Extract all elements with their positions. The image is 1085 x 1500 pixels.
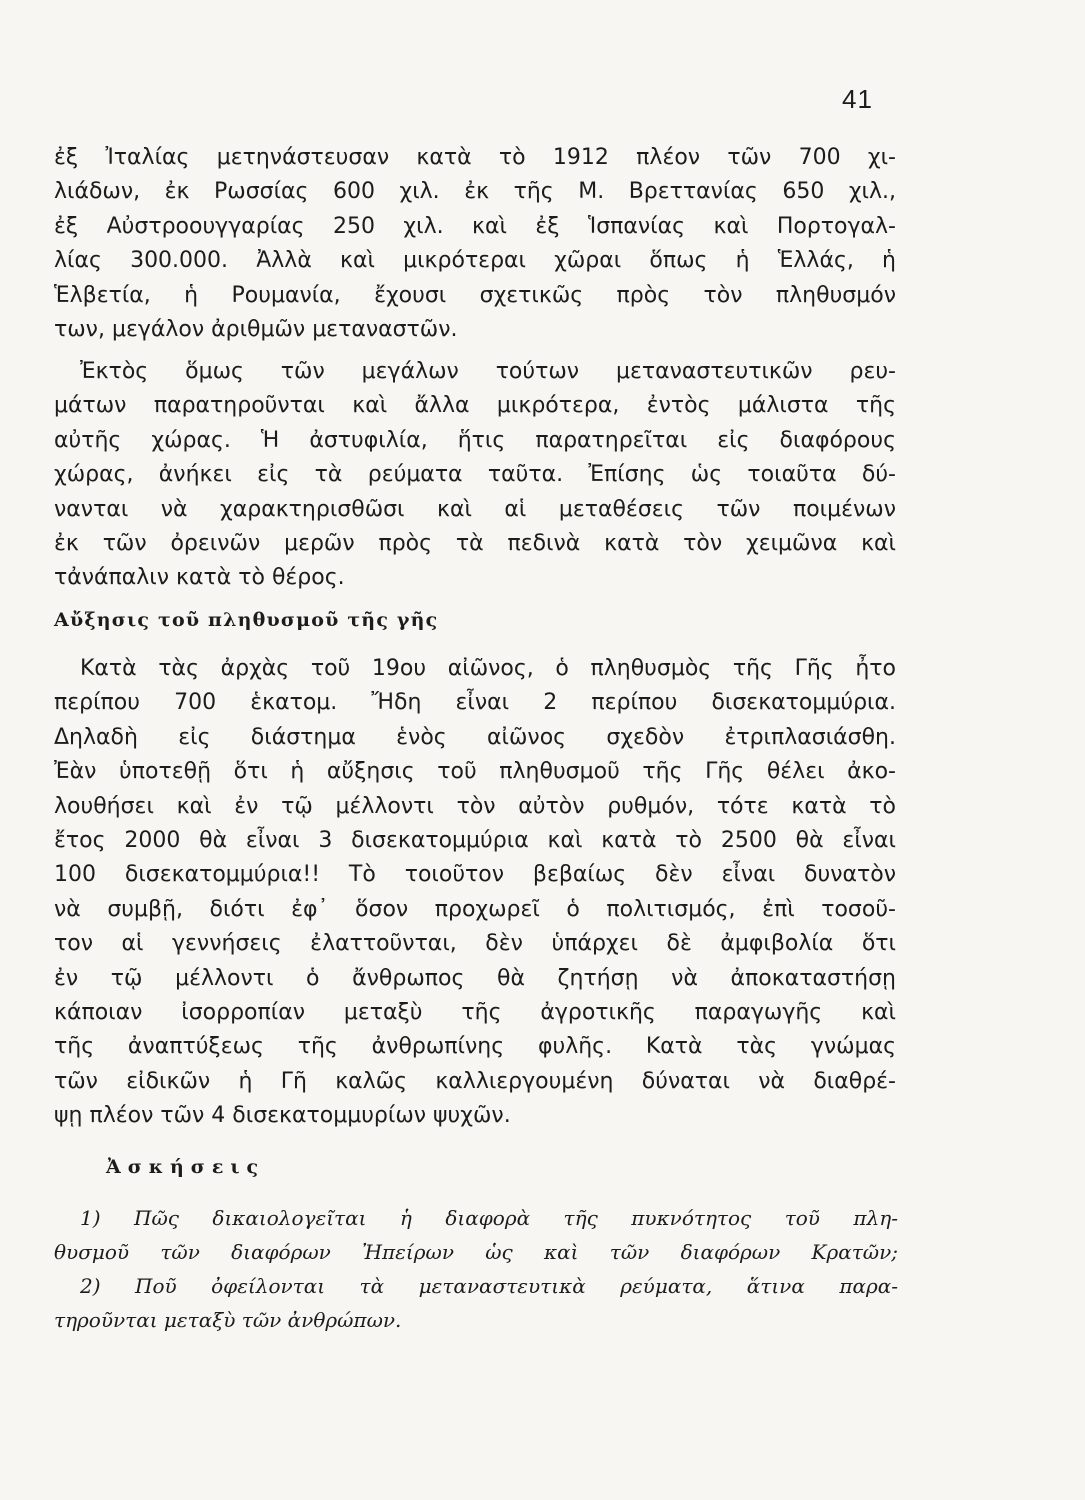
text-line: ψῃ πλέον τῶν 4 δισεκατομμυρίων ψυχῶν. xyxy=(54,1103,511,1129)
text-line: Ἐὰν ὑποτεθῇ ὅτι ἡ αὔξησις τοῦ πληθυσμοῦ τῆς Γῆς θέλει ἀκο- xyxy=(54,759,896,785)
paragraph-emigration-numbers xyxy=(54,141,896,347)
paragraph-internal-migration xyxy=(54,355,896,596)
text-line: τον αἱ γεννήσεις ἐλαττοῦνται, δὲν ὑπάρχει δὲ ἀμφιβολία ὅτι xyxy=(54,931,896,957)
exercise-line: 1) Πῶς δικαιολογεῖται ἡ διαφορὰ τῆς πυκνότητος τοῦ πλη- xyxy=(80,1206,898,1230)
text-line: Δηλαδὴ εἰς διάστημα ἑνὸς αἰῶνος σχεδὸν ἐτριπλασιάσθη. xyxy=(54,724,896,750)
text-line: Κατὰ τὰς ἀρχὰς τοῦ 19ου αἰῶνος, ὁ πληθυσμὸς τῆς Γῆς ἦτο xyxy=(80,656,896,681)
text-line: ἐξ Αὐστροουγγαρίας 250 χιλ. καὶ ἐξ Ἱσπανίας καὶ Πορτογαλ- xyxy=(54,213,896,239)
text-line: λουθήσει καὶ ἐν τῷ μέλλοντι τὸν αὐτὸν ρυθμόν, τότε κατὰ τὸ xyxy=(54,793,896,819)
text-line: ἐξ Ἰταλίας μετηνάστευσαν κατὰ τὸ 1912 πλέον τῶν 700 χι- xyxy=(54,145,896,170)
text-line: περίπου 700 ἑκατομ. Ἤδη εἶναι 2 περίπου δισεκατομμύρια. xyxy=(54,690,896,716)
text-line: ἔτος 2000 θὰ εἶναι 3 δισεκατομμύρια καὶ κατὰ τὸ 2500 θὰ εἶναι xyxy=(54,827,896,853)
text-line: λιάδων, ἐκ Ρωσσίας 600 χιλ. ἐκ τῆς Μ. Βρεττανίας 650 χιλ., xyxy=(54,179,896,205)
exercise-line: τηροῦνται μεταξὺ τῶν ἀνθρώπων. xyxy=(54,1308,402,1332)
paragraph-population-growth xyxy=(54,652,896,1133)
text-line: ἐκ τῶν ὀρεινῶν μερῶν πρὸς τὰ πεδινὰ κατὰ τὸν χειμῶνα καὶ xyxy=(54,530,896,556)
text-line: των, μεγάλον ἀριθμῶν μεταναστῶν. xyxy=(54,316,458,342)
text-line: μάτων παρατηροῦνται καὶ ἄλλα μικρότερα, ἐντὸς μάλιστα τῆς xyxy=(54,393,896,419)
text-line: αὐτῆς χώρας. Ἡ ἀστυφιλία, ἥτις παρατηρεῖται εἰς διαφόρους xyxy=(54,427,896,453)
text-line: τῶν εἰδικῶν ἡ Γῆ καλῶς καλλιεργουμένη δύναται νὰ διαθρέ- xyxy=(54,1068,896,1094)
text-line: Ἑλβετία, ἡ Ρουμανία, ἔχουσι σχετικῶς πρὸς τὸν πληθυσμόν xyxy=(54,282,896,308)
text-line: νανται νὰ χαρακτηρισθῶσι καὶ αἱ μεταθέσεις τῶν ποιμένων xyxy=(54,496,896,522)
exercise-line: 2) Ποῦ ὀφείλονται τὰ μεταναστευτικὰ ρεύματα, ἅτινα παρα- xyxy=(80,1274,898,1298)
exercises-list xyxy=(54,1201,898,1337)
text-line: κάποιαν ἰσορροπίαν μεταξὺ τῆς ἀγροτικῆς παραγωγῆς καὶ xyxy=(54,999,896,1025)
text-line: ἐν τῷ μέλλοντι ὁ ἄνθρωπος θὰ ζητήσῃ νὰ ἀποκαταστήσῃ xyxy=(54,965,896,991)
text-line: 100 δισεκατομμύρια!! Τὸ τοιοῦτον βεβαίως δὲν εἶναι δυνατὸν xyxy=(54,862,896,888)
text-line: τἀνάπαλιν κατὰ τὸ θέρος. xyxy=(54,565,345,591)
text-line: Ἐκτὸς ὅμως τῶν μεγάλων τούτων μεταναστευτικῶν ρευ- xyxy=(80,359,896,384)
text-line: λίας 300.000. Ἀλλὰ καὶ μικρότεραι χῶραι ὅπως ἡ Ἑλλάς, ἡ xyxy=(54,248,896,274)
text-line: νὰ συμβῇ, διότι ἐφ᾽ ὅσον προχωρεῖ ὁ πολιτισμός, ἐπὶ τοσοῦ- xyxy=(54,896,896,922)
section-heading: Αὔξησις τοῦ πληθυσμοῦ τῆς γῆς xyxy=(54,609,439,631)
exercise-line: θυσμοῦ τῶν διαφόρων Ἠπείρων ὡς καὶ τῶν διαφόρων Κρατῶν; xyxy=(54,1240,898,1264)
text-line: τῆς ἀναπτύξεως τῆς ἀνθρωπίνης φυλῆς. Κατὰ τὰς γνώμας xyxy=(54,1034,896,1060)
text-line: χώρας, ἀνήκει εἰς τὰ ρεύματα ταῦτα. Ἐπίσης ὡς τοιαῦτα δύ- xyxy=(54,462,896,488)
exercises-heading: Ἀσκήσεις xyxy=(106,1156,266,1178)
page-number: 41 xyxy=(842,84,873,114)
